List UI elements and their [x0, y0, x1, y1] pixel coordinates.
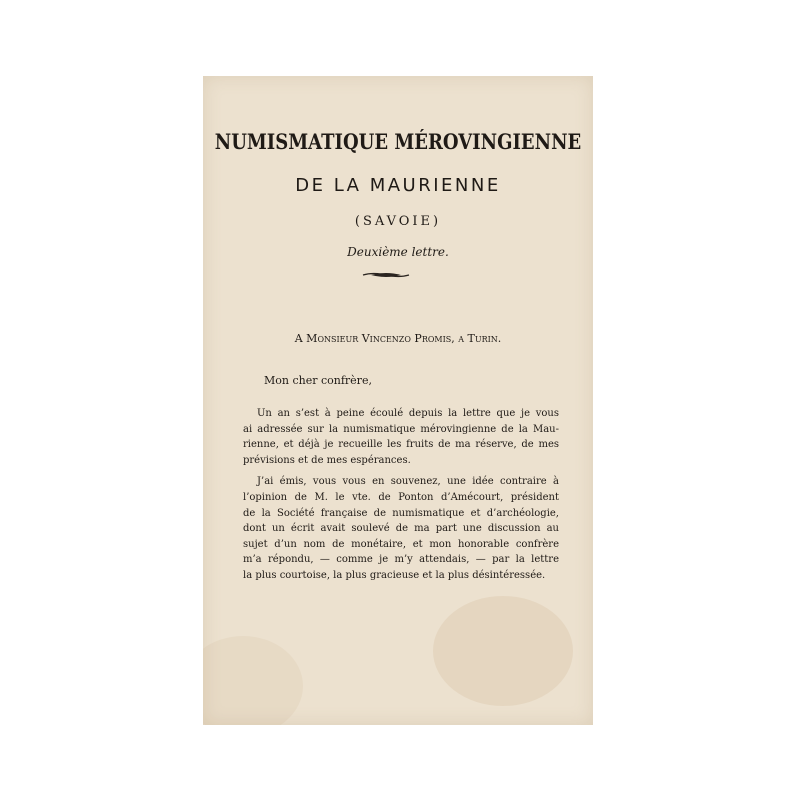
- paragraph-2: [243, 474, 559, 583]
- salutation: Mon cher confrère,: [264, 374, 372, 387]
- paper-stain: [433, 596, 573, 706]
- text-line: J’ai émis, vous vous en souvenez, une idée contraire à: [257, 476, 559, 488]
- text-line: sujet d’un nom de monétaire, et mon honorable confrère: [243, 538, 559, 550]
- title-line-3: (SAVOIE): [354, 214, 442, 229]
- text-line: de la Société française de numismatique et d’archéologie,: [243, 507, 559, 519]
- paper-stain: [203, 636, 303, 725]
- title-line-1: NUMISMATIQUE MÉROVINGIENNE: [214, 130, 582, 155]
- text-line: m’a répondu, — comme je m’y attendais, — par la lettre: [243, 554, 559, 566]
- ornament-divider-icon: [361, 271, 411, 279]
- paragraph-1: [243, 406, 559, 468]
- text-line: Un an s’est à peine écoulé depuis la lettre que je vous: [257, 408, 559, 419]
- text-line: dont un écrit avait soulevé de ma part une discussion au: [243, 523, 559, 535]
- text-line: l’opinion de M. le vte. de Ponton d’Amécourt, président: [243, 491, 559, 503]
- text-line: prévisions et de mes espérances.: [243, 454, 411, 466]
- body-text: [243, 406, 559, 590]
- text-line: ai adressée sur la numismatique mérovingienne de la Mau-: [243, 423, 559, 435]
- text-line: la plus courtoise, la plus gracieuse et la plus désintéressée.: [243, 569, 546, 581]
- document-page: [203, 76, 593, 725]
- text-line: rienne, et déjà je recueille les fruits de ma réserve, de mes: [243, 439, 559, 451]
- title-line-2: DE LA MAURIENNE: [295, 175, 501, 196]
- subtitle: Deuxième lettre.: [347, 245, 449, 259]
- address-line: A Monsieur Vincenzo Promis, a Turin.: [294, 332, 502, 345]
